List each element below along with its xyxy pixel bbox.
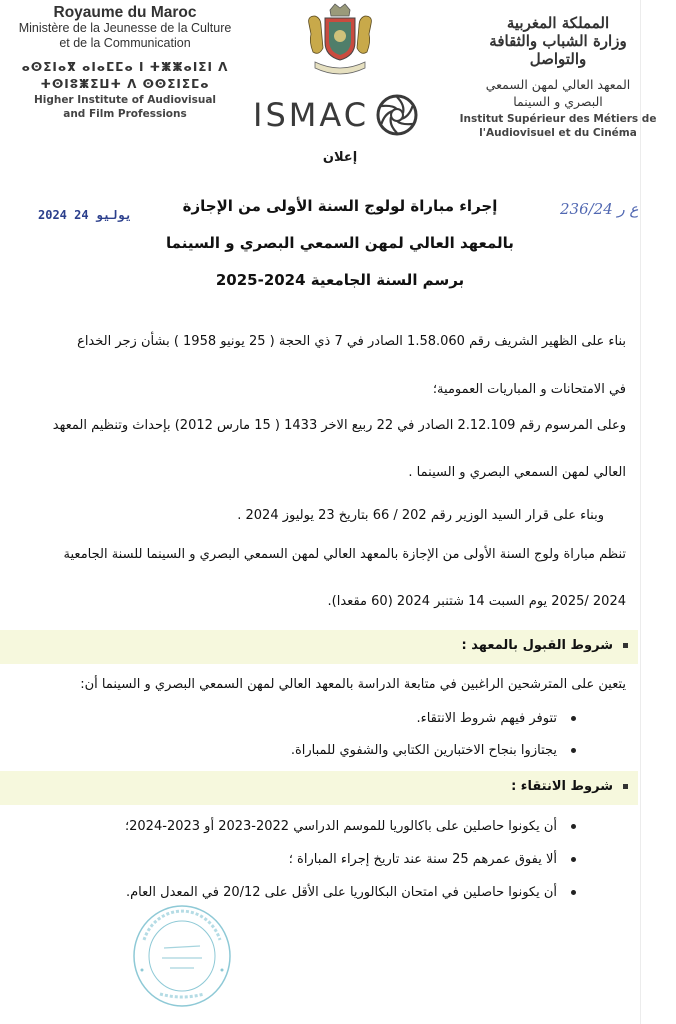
institute-fr-line2: l'Audiovisuel et du Cinéma — [479, 127, 637, 139]
title-line1: إجراء مباراة لولوج السنة الأولى من الإجازة — [182, 197, 498, 215]
list-item-text: يجتازوا بنجاح الاختبارين الكتابي والشفوي للمباراة. — [290, 743, 557, 758]
institute-en-line2: and Film Professions — [63, 108, 187, 120]
bullet-icon — [571, 716, 576, 721]
paragraph-5: وبناء على قرار السيد الوزير رقم 202 / 66 بتاريخ 23 يوليوز 2024 . — [237, 508, 604, 523]
ministry-ar-line2: والتواصل — [529, 50, 587, 68]
announcement-label: إعلان — [322, 150, 358, 165]
ministry-fr-line2: et de la Communication — [59, 36, 191, 50]
section-heading-admission — [462, 638, 628, 653]
list-item — [125, 819, 576, 834]
list-item — [416, 711, 576, 726]
section-heading-selection — [511, 779, 628, 794]
header-right — [440, 14, 676, 140]
paragraph-3: وعلى المرسوم رقم 2.12.109 الصادر في 22 ربيع الاخر 1433 ( 15 مارس 2012) بإحداث وتنظيم المعهد — [52, 418, 626, 433]
ismac-logo — [253, 90, 423, 140]
bullet-icon — [571, 748, 576, 753]
paragraph-1: بناء على الظهير الشريف رقم 1.58.060 الصادر في 7 ذي الحجة ( 25 يونيو 1958 ) بشأن زجر الخداع — [77, 334, 626, 349]
ministry-fr-line1: Ministère de la Jeunesse de la Culture — [18, 21, 232, 35]
section-heading-text: شروط الانتقاء : — [511, 779, 613, 794]
paragraph-4: العالي لمهن السمعي البصري و السينما . — [408, 465, 626, 480]
list-item-text: ألا يفوق عمرهم 25 سنة عند تاريخ إجراء المباراة ؛ — [288, 852, 557, 867]
ismac-logo-text: ISMAC — [253, 96, 370, 134]
paragraph-2: في الامتحانات و المباريات العمومية؛ — [432, 382, 626, 397]
list-item — [126, 885, 576, 900]
list-item — [291, 743, 576, 758]
section-heading-text: شروط القبول بالمعهد : — [461, 638, 613, 653]
title-line2: بالمعهد العالي لمهن السمعي البصري و السينما — [166, 234, 514, 252]
bullet-icon — [571, 890, 576, 895]
institute-fr-line1: Institut Supérieur des Métiers de — [459, 113, 657, 125]
ministry-ar-line1: وزارة الشباب والثقافة — [489, 32, 627, 50]
bullet-icon — [571, 857, 576, 862]
bullet-icon — [571, 824, 576, 829]
document-title — [120, 188, 560, 299]
institute-ar-line2: البصري و السينما — [513, 94, 603, 109]
kingdom-fr: Royaume du Maroc — [53, 4, 197, 21]
institute-ar-line1: المعهد العالي لمهن السمعي — [485, 77, 631, 92]
list-item-text: أن يكونوا حاصلين في امتحان البكالوريا على الأقل على 20/12 في المعدل العام. — [126, 885, 557, 900]
camera-aperture-icon — [375, 93, 419, 137]
title-line3: برسم السنة الجامعية 2024-2025 — [215, 271, 465, 289]
list-item-text: تتوفر فيهم شروط الانتقاء. — [416, 711, 557, 726]
list-item-text: أن يكونوا حاصلين على باكالوريا للموسم الدراسي 2022-2023 أو 2023-2024؛ — [125, 819, 557, 834]
institute-en-line1: Higher Institute of Audiovisual — [33, 94, 217, 106]
list-item — [289, 852, 576, 867]
section-1-intro: يتعين على المترشحين الراغبين في متابعة الدراسة بالمعهد العالي لمهن السمعي البصري و السينما أن: — [80, 677, 626, 692]
kingdom-ar: المملكة المغربية — [506, 14, 610, 32]
page-edge-line — [640, 0, 641, 1024]
square-bullet-icon — [623, 784, 628, 789]
coat-of-arms-icon — [305, 2, 375, 78]
square-bullet-icon — [623, 643, 628, 648]
paragraph-7: 2024 /2025 يوم السبت 14 شتنبر 2024 (60 مقعدا). — [327, 594, 626, 609]
date-stamp: 2024 يوليو 24 — [38, 208, 132, 222]
tifinagh-line1: ⴰⵙⵉⵏⴰⴳ ⴰⵏⴰⵎⵎⴰ ⵏ ⵜⵥⵥⴰⵏⵉⵏ ⴷ — [21, 60, 229, 74]
paragraph-6: تنظم مباراة ولوج السنة الأولى من الإجازة بالمعهد العالي لمهن السمعي البصري و السينما للسنة الجامعية — [63, 547, 626, 562]
tifinagh-line2: ⵜⵙⵏⵓⵥⵉⵡⵜ ⴷ ⵙⵙⵉⵏⵉⵎⴰ — [40, 77, 210, 91]
handwritten-reference: 236/24 ع ر — [560, 200, 639, 218]
header-left — [0, 4, 250, 121]
official-seal-icon — [130, 900, 234, 1010]
